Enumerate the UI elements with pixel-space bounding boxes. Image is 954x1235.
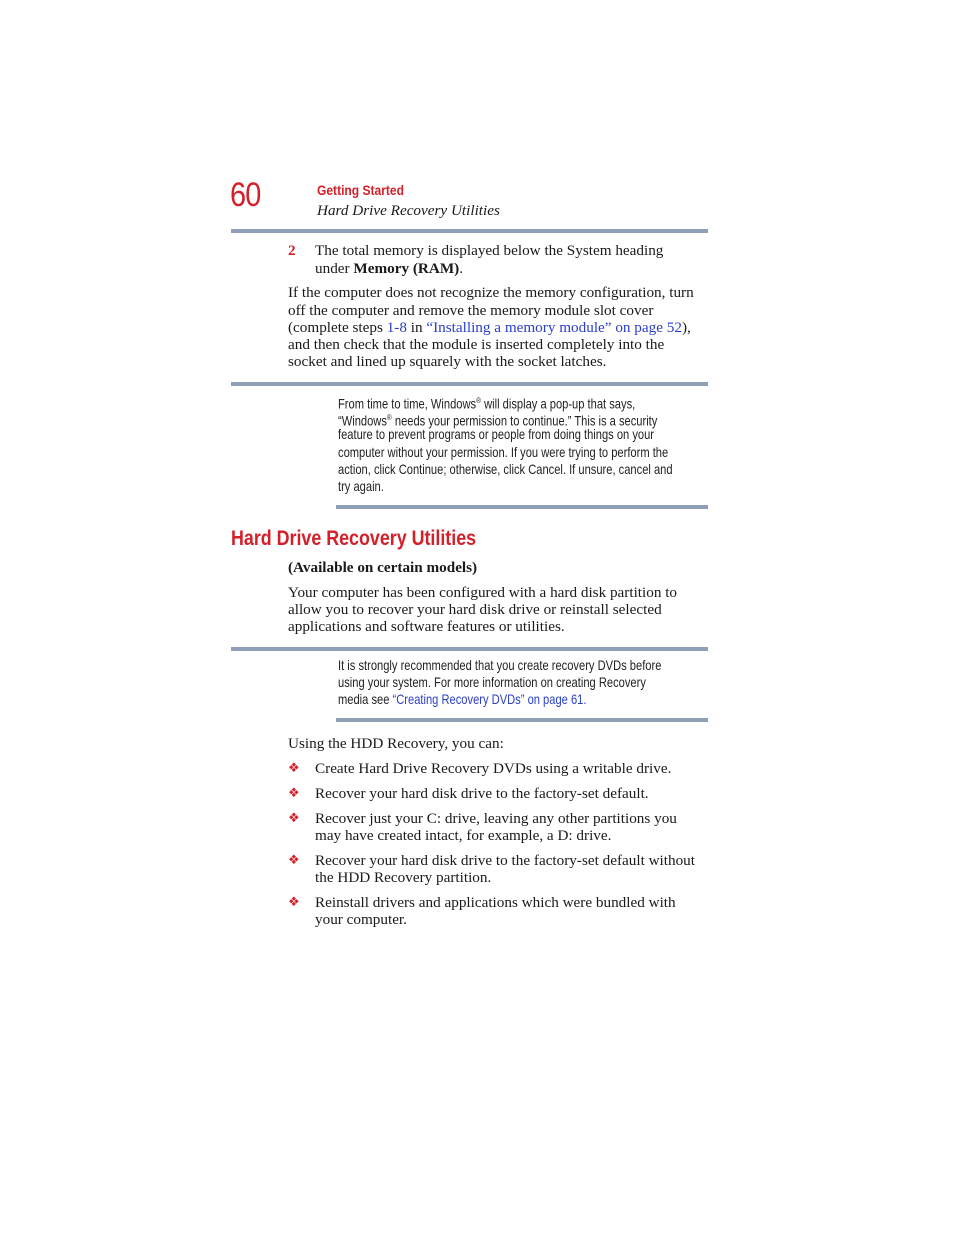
step-text-line1: The total memory is displayed below the System heading <box>315 242 664 259</box>
note1-bottom-rule <box>336 505 708 509</box>
list-item-line1: Recover your hard disk drive to the factory-set default without <box>315 852 695 869</box>
note1-line3: feature to prevent programs or people from doing things on your <box>338 427 655 442</box>
diamond-bullet-icon: ❖ <box>288 760 300 775</box>
section-subtitle: Hard Drive Recovery Utilities <box>317 202 500 219</box>
para1-line4: and then check that the module is inserted completely into the <box>288 336 665 353</box>
para1-line2: off the computer and remove the memory module slot cover <box>288 302 654 319</box>
para1-line3 <box>288 319 691 336</box>
list-item-line2: may have created intact, for example, a D: drive. <box>315 827 612 844</box>
section-heading: Hard Drive Recovery Utilities <box>231 527 477 550</box>
list-lead: Using the HDD Recovery, you can: <box>288 735 504 752</box>
note2-line1: It is strongly recommended that you create recovery DVDs before <box>338 658 662 673</box>
intro-line2: allow you to recover your hard disk drive or reinstall selected <box>288 601 662 618</box>
diamond-bullet-icon: ❖ <box>288 785 300 800</box>
note1-top-rule <box>231 382 708 386</box>
availability-note: (Available on certain models) <box>288 559 478 576</box>
registered-mark: ® <box>386 413 392 422</box>
list-item-line1: Recover your hard disk drive to the factory-set default. <box>315 785 649 802</box>
intro-line3: applications and software features or utilities. <box>288 618 565 635</box>
note1-line5: action, click Continue; otherwise, click Cancel. If unsure, cancel and <box>338 462 673 477</box>
note1-line2-post: needs your permission to continue.” This is a security <box>391 413 658 429</box>
note1-line6: try again. <box>338 479 384 494</box>
steps-link[interactable]: 1-8 <box>386 319 407 336</box>
list-item-line1: Create Hard Drive Recovery DVDs using a writable drive. <box>315 760 672 777</box>
installing-memory-link[interactable]: “Installing a memory module” on page 52 <box>426 319 682 336</box>
note2-line3-post: . <box>583 692 587 707</box>
note2-line2: using your system. For more information on creating Recovery <box>338 675 646 690</box>
note2-top-rule <box>231 647 708 651</box>
intro-line1: Your computer has been configured with a hard disk partition to <box>288 584 678 601</box>
page-number: 60 <box>230 176 261 214</box>
step-number: 2 <box>288 242 296 259</box>
list-item-line1: Reinstall drivers and applications which were bundled with <box>315 894 676 911</box>
para1-line3-post: ), <box>681 319 691 336</box>
chapter-title: Getting Started <box>317 182 404 198</box>
list-item-line1: Recover just your C: drive, leaving any other partitions you <box>315 810 677 827</box>
note1-line4: computer without your permission. If you were trying to perform the <box>338 445 669 460</box>
memory-ram-label: Memory (RAM) <box>353 260 460 277</box>
diamond-bullet-icon: ❖ <box>288 852 300 867</box>
para1-line3-mid: in <box>406 319 427 336</box>
step-text-pre: under <box>315 260 354 277</box>
creating-recovery-dvds-link[interactable]: “Creating Recovery DVDs” on page 61 <box>392 692 584 707</box>
note1-line1-pre: From time to time, Windows <box>338 396 477 412</box>
list-item-line2: your computer. <box>315 911 407 928</box>
note1-line2-pre: “Windows <box>338 413 387 429</box>
note2-line3 <box>338 691 586 708</box>
list-item-line2: the HDD Recovery partition. <box>315 869 492 886</box>
step-text-post: . <box>459 260 464 277</box>
note2-line3-pre: media see <box>338 692 393 707</box>
registered-mark: ® <box>476 396 481 405</box>
note2-bottom-rule <box>336 718 708 722</box>
step-text-line2 <box>315 260 463 277</box>
header-divider <box>231 229 708 233</box>
diamond-bullet-icon: ❖ <box>288 894 300 909</box>
note1-line1-post: will display a pop-up that says, <box>480 396 636 412</box>
para1-line5: socket and lined up squarely with the socket latches. <box>288 353 607 370</box>
para1-line1: If the computer does not recognize the memory configuration, turn <box>288 284 694 301</box>
diamond-bullet-icon: ❖ <box>288 810 300 825</box>
para1-line3-pre: (complete steps <box>288 319 387 336</box>
